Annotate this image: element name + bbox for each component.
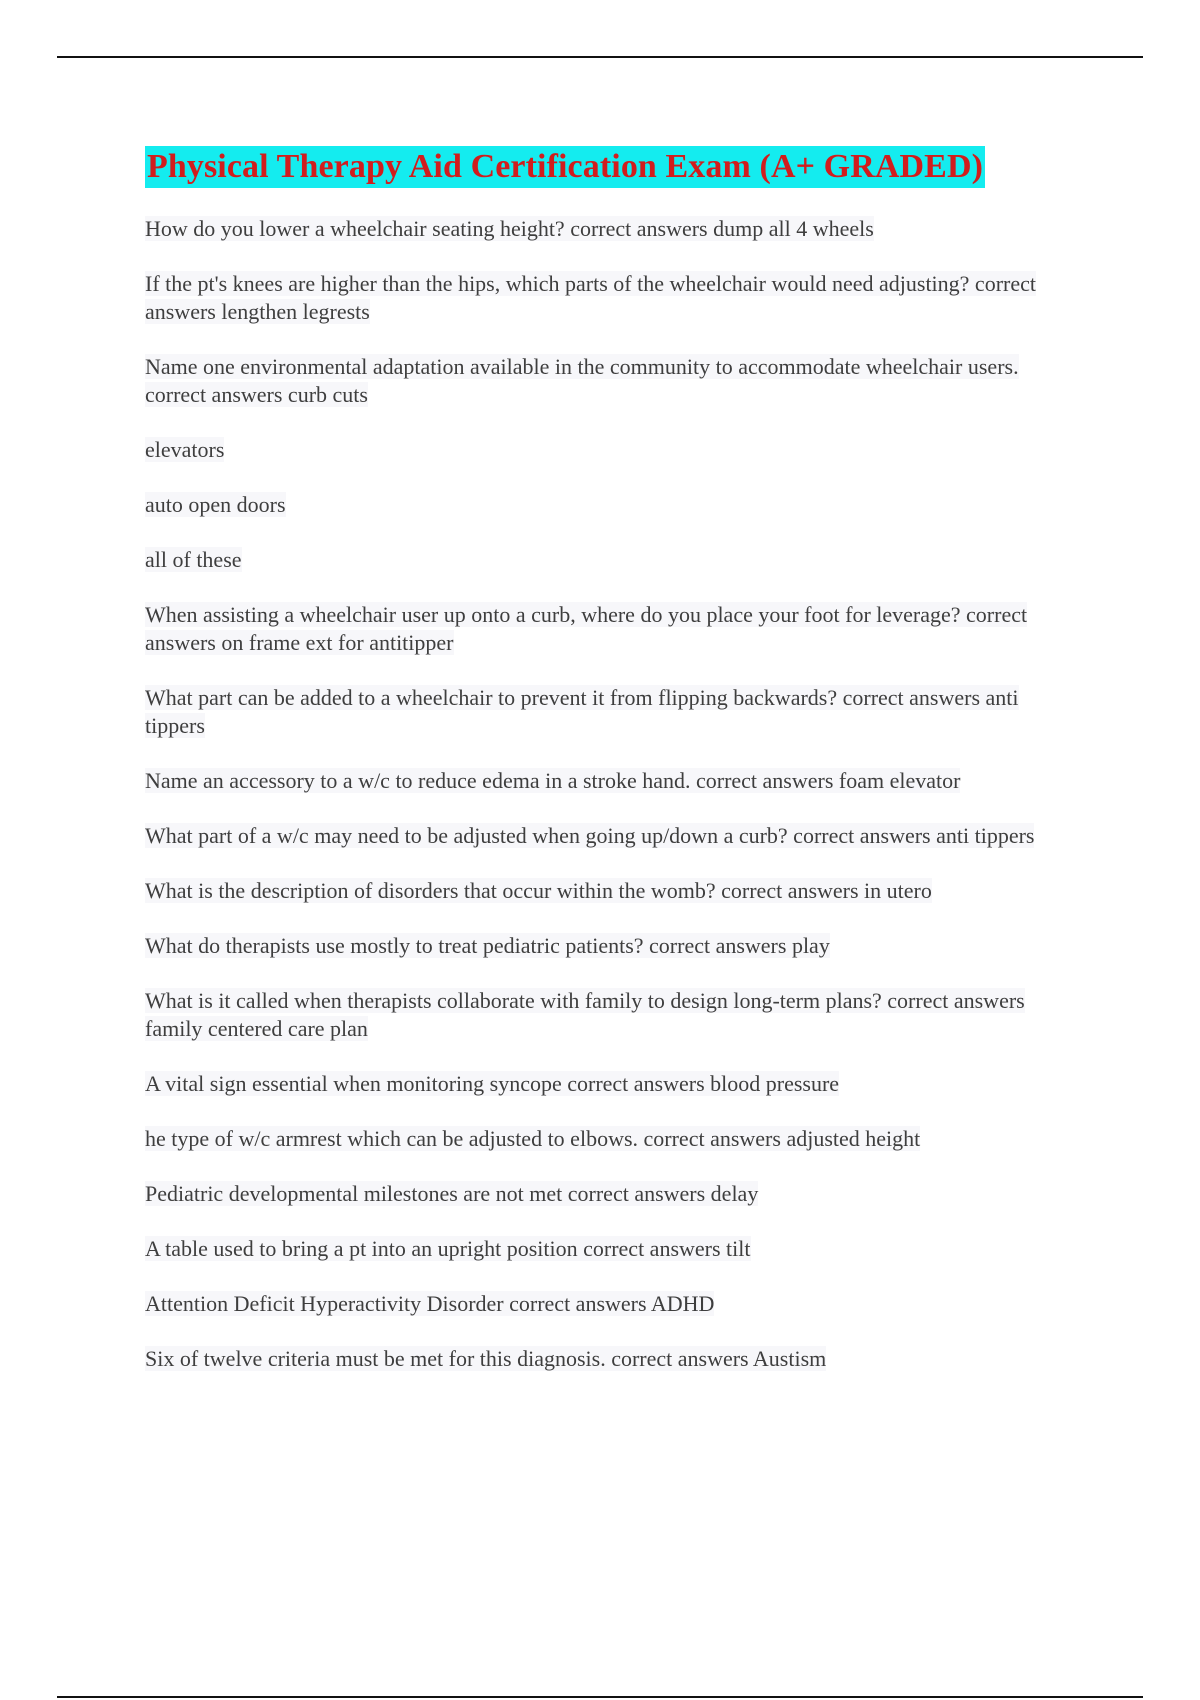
qa-text: What part of a w/c may need to be adjusted when going up/down a curb? correct answers anti tippers	[145, 823, 1035, 848]
qa-paragraph	[145, 987, 1075, 1043]
qa-paragraph	[145, 1070, 1075, 1098]
qa-text: A vital sign essential when monitoring syncope correct answers blood pressure	[145, 1071, 840, 1096]
qa-paragraph	[145, 491, 1075, 519]
qa-paragraph	[145, 1345, 1075, 1373]
qa-text: What is the description of disorders that occur within the womb? correct answers in utero	[145, 878, 932, 903]
bottom-rule	[57, 1696, 1143, 1698]
qa-paragraph	[145, 877, 1075, 905]
qa-paragraph	[145, 601, 1075, 657]
qa-paragraph	[145, 1290, 1075, 1318]
qa-text: Six of twelve criteria must be met for this diagnosis. correct answers Austism	[145, 1346, 827, 1371]
qa-text: Attention Deficit Hyperactivity Disorder correct answers ADHD	[145, 1291, 715, 1316]
qa-paragraph	[145, 436, 1075, 464]
qa-paragraph	[145, 932, 1075, 960]
qa-paragraph	[145, 1180, 1075, 1208]
qa-text: Name one environmental adaptation available in the community to accommodate wheelchair users. correct answers curb cuts	[145, 354, 1019, 407]
qa-paragraph	[145, 353, 1075, 409]
qa-paragraph	[145, 684, 1075, 740]
qa-text: If the pt's knees are higher than the hips, which parts of the wheelchair would need adjusting? correct answers lengthen legrests	[145, 271, 1036, 324]
qa-text: elevators	[145, 437, 225, 462]
qa-paragraph	[145, 215, 1075, 243]
qa-paragraph	[145, 767, 1075, 795]
qa-paragraph	[145, 546, 1075, 574]
document-body	[145, 146, 1075, 1400]
qa-text: What is it called when therapists collaborate with family to design long-term plans? correct answers family centered care plan	[145, 988, 1025, 1041]
qa-paragraph	[145, 822, 1075, 850]
qa-text: auto open doors	[145, 492, 286, 517]
qa-text: What do therapists use mostly to treat pediatric patients? correct answers play	[145, 933, 830, 958]
qa-paragraph	[145, 1235, 1075, 1263]
qa-text: When assisting a wheelchair user up onto a curb, where do you place your foot for leverage? correct answers on frame ext for antitipper	[145, 602, 1028, 655]
top-rule	[57, 56, 1143, 58]
qa-text: he type of w/c armrest which can be adjusted to elbows. correct answers adjusted height	[145, 1126, 921, 1151]
qa-text: What part can be added to a wheelchair to prevent it from flipping backwards? correct answers anti tippers	[145, 685, 1019, 738]
qa-text: Name an accessory to a w/c to reduce edema in a stroke hand. correct answers foam elevator	[145, 768, 961, 793]
document-title: Physical Therapy Aid Certification Exam (A+ GRADED)	[145, 146, 985, 188]
qa-paragraph	[145, 1125, 1075, 1153]
qa-text: all of these	[145, 547, 242, 572]
qa-text: Pediatric developmental milestones are not met correct answers delay	[145, 1181, 759, 1206]
qa-text: How do you lower a wheelchair seating height? correct answers dump all 4 wheels	[145, 216, 874, 241]
qa-list	[145, 215, 1075, 1373]
qa-text: A table used to bring a pt into an upright position correct answers tilt	[145, 1236, 751, 1261]
qa-paragraph	[145, 270, 1075, 326]
